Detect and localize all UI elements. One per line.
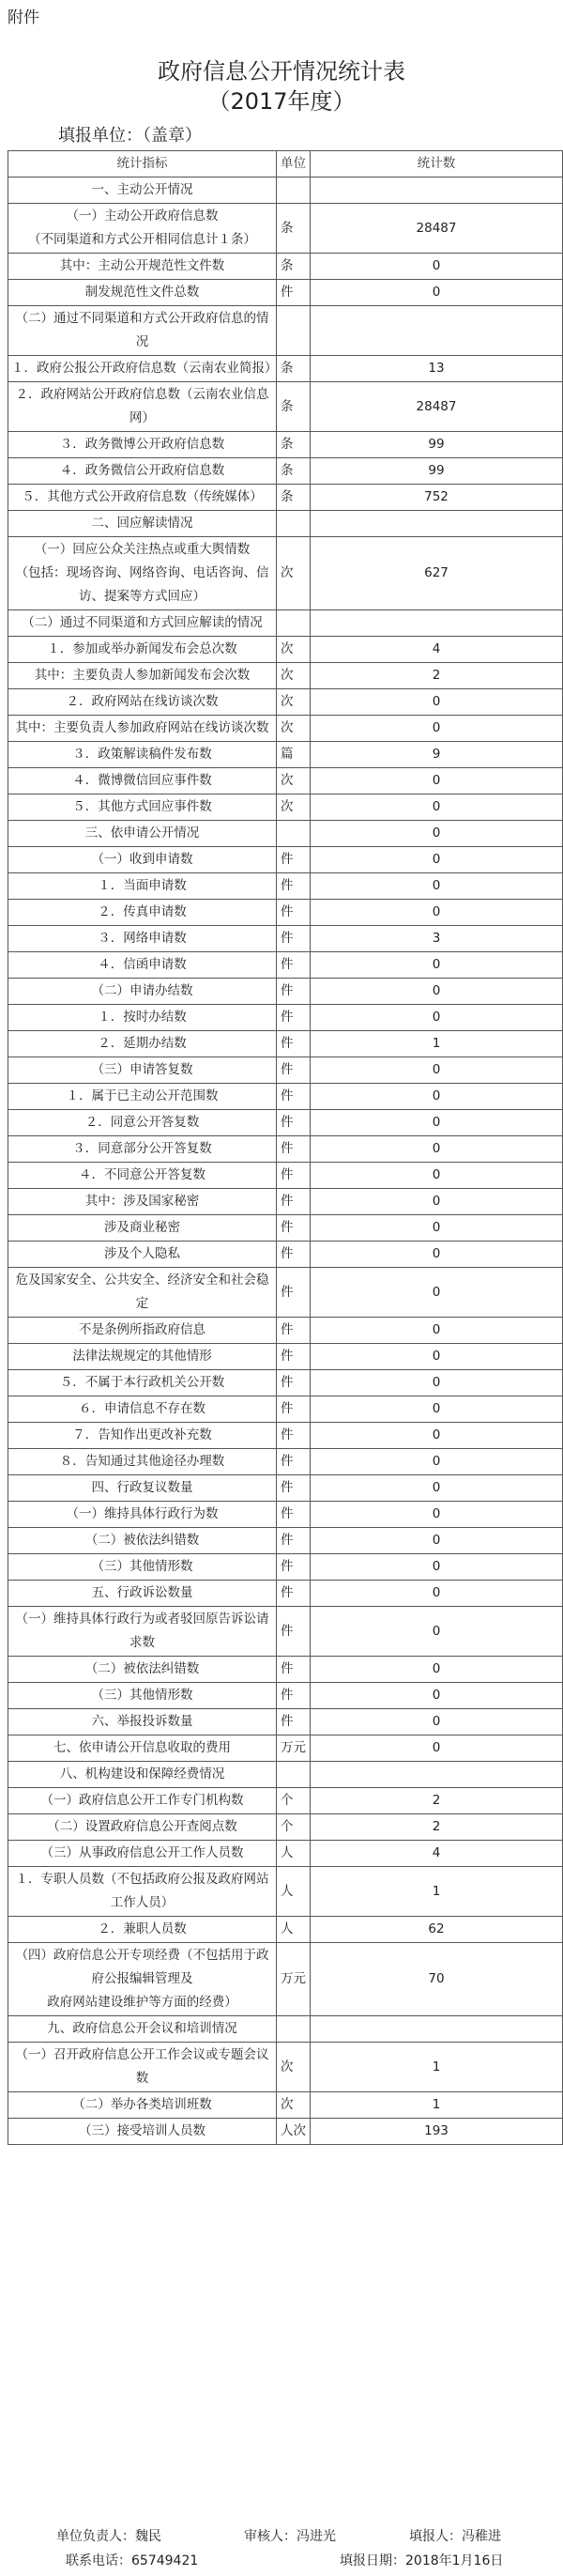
row-indicator: ２．传真申请数 <box>8 900 277 926</box>
row-count <box>311 177 563 204</box>
row-unit: 件 <box>277 900 311 926</box>
row-count <box>311 1762 563 1788</box>
row-indicator: ５．其他方式回应事件数 <box>8 794 277 821</box>
row-count: 62 <box>311 1917 563 1943</box>
table-row <box>8 2016 563 2043</box>
row-count: 0 <box>311 1163 563 1189</box>
row-count: 0 <box>311 1189 563 1215</box>
row-indicator: ３．同意部分公开答复数 <box>8 1136 277 1163</box>
row-unit: 件 <box>277 1084 311 1110</box>
row-count: 1 <box>311 1031 563 1057</box>
table-row <box>8 1396 563 1423</box>
row-unit: 条 <box>277 254 311 280</box>
row-unit: 次 <box>277 663 311 689</box>
table-row <box>8 1215 563 1242</box>
row-unit: 件 <box>277 1423 311 1449</box>
table-row <box>8 1814 563 1841</box>
footer-phone: 联系电话：65749421 <box>66 2553 199 2568</box>
row-count: 99 <box>311 432 563 458</box>
row-indicator: 其中：主要负责人参加新闻发布会次数 <box>8 663 277 689</box>
table-header-row <box>8 151 563 177</box>
row-indicator: （二）申请办结数 <box>8 979 277 1005</box>
footer-filler: 填报人：冯稚进 <box>409 2529 501 2544</box>
table-row <box>8 1084 563 1110</box>
row-unit: 条 <box>277 382 311 432</box>
row-indicator: ５．其他方式公开政府信息数（传统媒体） <box>8 485 277 511</box>
table-row <box>8 1136 563 1163</box>
table-row <box>8 1242 563 1268</box>
row-count: 0 <box>311 1581 563 1607</box>
row-unit: 件 <box>277 1449 311 1475</box>
row-unit: 件 <box>277 873 311 900</box>
table-row <box>8 306 563 356</box>
row-unit: 件 <box>277 952 311 979</box>
row-unit: 件 <box>277 1581 311 1607</box>
row-indicator: 涉及个人隐私 <box>8 1242 277 1268</box>
row-unit: 个 <box>277 1788 311 1814</box>
row-unit: 万元 <box>277 1943 311 2016</box>
row-count: 13 <box>311 356 563 382</box>
row-unit: 次 <box>277 537 311 610</box>
row-unit: 次 <box>277 2092 311 2119</box>
row-unit: 万元 <box>277 1735 311 1762</box>
row-indicator: １．政府公报公开政府信息数（云南农业简报） <box>8 356 277 382</box>
row-indicator: 涉及商业秘密 <box>8 1215 277 1242</box>
table-row <box>8 1268 563 1318</box>
table-row <box>8 2092 563 2119</box>
table-row <box>8 458 563 485</box>
row-indicator: 二、回应解读情况 <box>8 511 277 537</box>
table-row <box>8 1057 563 1084</box>
table-row <box>8 1502 563 1528</box>
row-unit: 件 <box>277 1554 311 1581</box>
row-indicator: （一）维持具体行政行为数 <box>8 1502 277 1528</box>
row-count: 0 <box>311 1318 563 1344</box>
row-indicator: ６．申请信息不存在数 <box>8 1396 277 1423</box>
table-row <box>8 1344 563 1370</box>
row-unit: 次 <box>277 2043 311 2092</box>
row-count: 9 <box>311 742 563 768</box>
row-unit <box>277 610 311 637</box>
table-row <box>8 2119 563 2145</box>
row-unit: 件 <box>277 1110 311 1136</box>
row-count: 0 <box>311 1475 563 1502</box>
row-count: 0 <box>311 1005 563 1031</box>
table-row <box>8 979 563 1005</box>
table-row <box>8 821 563 847</box>
row-unit: 件 <box>277 1215 311 1242</box>
table-row <box>8 1581 563 1607</box>
row-indicator: 一、主动公开情况 <box>8 177 277 204</box>
row-indicator: ２．延期办结数 <box>8 1031 277 1057</box>
row-indicator: 其中：涉及国家秘密 <box>8 1189 277 1215</box>
row-count: 0 <box>311 873 563 900</box>
row-unit <box>277 511 311 537</box>
footer-reviewer: 审核人：冯进光 <box>244 2529 336 2544</box>
row-count: 0 <box>311 1554 563 1581</box>
row-indicator: ２．政府网站公开政府信息数（云南农业信息网） <box>8 382 277 432</box>
table-row <box>8 1318 563 1344</box>
row-unit <box>277 306 311 356</box>
row-indicator: 三、依申请公开情况 <box>8 821 277 847</box>
table-row <box>8 742 563 768</box>
row-count <box>311 2016 563 2043</box>
row-count: 0 <box>311 1268 563 1318</box>
row-count: 0 <box>311 1110 563 1136</box>
row-indicator: （二）举办各类培训班数 <box>8 2092 277 2119</box>
row-unit: 件 <box>277 1005 311 1031</box>
row-count: 1 <box>311 2092 563 2119</box>
row-unit: 次 <box>277 716 311 742</box>
row-count: 0 <box>311 1657 563 1683</box>
row-indicator: 危及国家安全、公共安全、经济安全和社会稳定 <box>8 1268 277 1318</box>
row-unit: 件 <box>277 280 311 306</box>
table-row <box>8 1657 563 1683</box>
row-count: 0 <box>311 794 563 821</box>
row-indicator: ３．网络申请数 <box>8 926 277 952</box>
row-indicator: （一）主动公开政府信息数 （不同渠道和方式公开相同信息计１条） <box>8 204 277 254</box>
row-unit: 件 <box>277 1607 311 1657</box>
page-title: 政府信息公开情况统计表 <box>158 58 405 85</box>
row-indicator: ２．兼职人员数 <box>8 1917 277 1943</box>
row-count: 2 <box>311 1788 563 1814</box>
row-indicator: （三）接受培训人员数 <box>8 2119 277 2145</box>
table-row <box>8 485 563 511</box>
row-count: 627 <box>311 537 563 610</box>
row-unit: 件 <box>277 1657 311 1683</box>
row-count: 70 <box>311 1943 563 2016</box>
annex-label: 附件 <box>8 8 39 27</box>
row-indicator: ４．政务微信公开政府信息数 <box>8 458 277 485</box>
table-row <box>8 1370 563 1396</box>
row-indicator: ４．微博微信回应事件数 <box>8 768 277 794</box>
row-count: 0 <box>311 1607 563 1657</box>
row-count: 0 <box>311 952 563 979</box>
row-unit <box>277 177 311 204</box>
row-unit: 人 <box>277 1917 311 1943</box>
table-row <box>8 2043 563 2092</box>
row-count: 0 <box>311 280 563 306</box>
row-unit: 篇 <box>277 742 311 768</box>
row-unit: 件 <box>277 1475 311 1502</box>
table-row <box>8 204 563 254</box>
row-count: 752 <box>311 485 563 511</box>
table-row <box>8 537 563 610</box>
row-indicator: 制发规范性文件总数 <box>8 280 277 306</box>
fill-unit-label: 填报单位：（盖章） <box>58 126 202 146</box>
row-unit: 件 <box>277 979 311 1005</box>
table-row <box>8 1917 563 1943</box>
row-count: 2 <box>311 1814 563 1841</box>
row-count: 0 <box>311 1683 563 1709</box>
row-indicator: （三）从事政府信息公开工作人员数 <box>8 1841 277 1867</box>
row-indicator: 七、依申请公开信息收取的费用 <box>8 1735 277 1762</box>
footer-leader: 单位负责人：魏民 <box>56 2529 161 2544</box>
row-indicator: （一）政府信息公开工作专门机构数 <box>8 1788 277 1814</box>
table-row <box>8 1554 563 1581</box>
table-row <box>8 847 563 873</box>
row-count: 0 <box>311 1396 563 1423</box>
table-row <box>8 1189 563 1215</box>
row-count: 3 <box>311 926 563 952</box>
table-row <box>8 1528 563 1554</box>
row-indicator: ３．政策解读稿件发布数 <box>8 742 277 768</box>
row-unit: 人 <box>277 1867 311 1917</box>
row-indicator: 九、政府信息公开会议和培训情况 <box>8 2016 277 2043</box>
table-row <box>8 1709 563 1735</box>
table-row <box>8 1163 563 1189</box>
row-count: 99 <box>311 458 563 485</box>
table-row <box>8 1607 563 1657</box>
header-unit: 单位 <box>277 151 311 177</box>
row-count: 0 <box>311 1735 563 1762</box>
table-row <box>8 1031 563 1057</box>
row-indicator: （二）被依法纠错数 <box>8 1657 277 1683</box>
row-indicator: ２．同意公开答复数 <box>8 1110 277 1136</box>
table-row <box>8 637 563 663</box>
row-count: 0 <box>311 900 563 926</box>
row-unit: 件 <box>277 1242 311 1268</box>
row-unit: 件 <box>277 1344 311 1370</box>
table-row <box>8 1475 563 1502</box>
table-row <box>8 1110 563 1136</box>
table-row <box>8 280 563 306</box>
row-unit: 条 <box>277 432 311 458</box>
table-row <box>8 1005 563 1031</box>
row-indicator: 其中：主要负责人参加政府网站在线访谈次数 <box>8 716 277 742</box>
row-indicator: １．按时办结数 <box>8 1005 277 1031</box>
table-row <box>8 1683 563 1709</box>
table-row <box>8 1841 563 1867</box>
table-row <box>8 1423 563 1449</box>
row-indicator: （一）召开政府信息公开工作会议或专题会议数 <box>8 2043 277 2092</box>
row-count: 1 <box>311 1867 563 1917</box>
table-row <box>8 900 563 926</box>
row-indicator: 法律法规规定的其他情形 <box>8 1344 277 1370</box>
row-unit: 件 <box>277 1318 311 1344</box>
row-unit: 次 <box>277 768 311 794</box>
row-count: 4 <box>311 637 563 663</box>
row-indicator: １．参加或举办新闻发布会总次数 <box>8 637 277 663</box>
row-count: 0 <box>311 1344 563 1370</box>
row-unit: 条 <box>277 485 311 511</box>
row-indicator: （四）政府信息公开专项经费（不包括用于政府公报编辑管理及 政府网站建设维护等方面的经费） <box>8 1943 277 2016</box>
row-indicator: （二）被依法纠错数 <box>8 1528 277 1554</box>
row-indicator: ２．政府网站在线访谈次数 <box>8 689 277 716</box>
row-indicator: （二）设置政府信息公开查阅点数 <box>8 1814 277 1841</box>
table-row <box>8 1449 563 1475</box>
row-indicator: ５．不属于本行政机关公开数 <box>8 1370 277 1396</box>
row-indicator: 八、机构建设和保障经费情况 <box>8 1762 277 1788</box>
row-count: 0 <box>311 689 563 716</box>
row-count: 0 <box>311 1709 563 1735</box>
page-subtitle-year: （2017年度） <box>207 88 356 115</box>
row-count: 0 <box>311 716 563 742</box>
table-row <box>8 432 563 458</box>
row-indicator: 不是条例所指政府信息 <box>8 1318 277 1344</box>
table-row <box>8 1867 563 1917</box>
row-indicator: （三）其他情形数 <box>8 1683 277 1709</box>
row-unit: 件 <box>277 1189 311 1215</box>
row-count <box>311 610 563 637</box>
table-row <box>8 689 563 716</box>
row-indicator: 六、举报投诉数量 <box>8 1709 277 1735</box>
row-unit: 件 <box>277 1370 311 1396</box>
table-row <box>8 511 563 537</box>
row-unit: 件 <box>277 1683 311 1709</box>
row-unit: 件 <box>277 1057 311 1084</box>
row-indicator: 五、行政诉讼数量 <box>8 1581 277 1607</box>
row-count: 1 <box>311 2043 563 2092</box>
row-count: 0 <box>311 1242 563 1268</box>
table-row <box>8 356 563 382</box>
row-count: 28487 <box>311 204 563 254</box>
footer-date: 填报日期：2018年1月16日 <box>340 2553 504 2568</box>
row-count: 0 <box>311 768 563 794</box>
row-count: 0 <box>311 821 563 847</box>
row-indicator: （三）申请答复数 <box>8 1057 277 1084</box>
row-count: 0 <box>311 1502 563 1528</box>
row-indicator: （一）维持具体行政行为或者驳回原告诉讼请求数 <box>8 1607 277 1657</box>
row-unit: 件 <box>277 1396 311 1423</box>
table-row <box>8 794 563 821</box>
row-indicator: ３．政务微博公开政府信息数 <box>8 432 277 458</box>
row-count: 4 <box>311 1841 563 1867</box>
row-count <box>311 306 563 356</box>
row-indicator: １．当面申请数 <box>8 873 277 900</box>
row-indicator: １．专职人员数（不包括政府公报及政府网站工作人员） <box>8 1867 277 1917</box>
row-unit: 个 <box>277 1814 311 1841</box>
row-count: 28487 <box>311 382 563 432</box>
row-count: 0 <box>311 1057 563 1084</box>
row-indicator: ４．不同意公开答复数 <box>8 1163 277 1189</box>
row-unit: 件 <box>277 1268 311 1318</box>
row-count: 0 <box>311 1215 563 1242</box>
row-unit <box>277 2016 311 2043</box>
row-count: 0 <box>311 1370 563 1396</box>
table-row <box>8 952 563 979</box>
row-indicator: ４．信函申请数 <box>8 952 277 979</box>
row-unit <box>277 821 311 847</box>
row-count: 2 <box>311 663 563 689</box>
row-indicator: １．属于已主动公开范围数 <box>8 1084 277 1110</box>
row-count: 0 <box>311 1528 563 1554</box>
row-unit: 次 <box>277 637 311 663</box>
header-indicator: 统计指标 <box>8 151 277 177</box>
table-row <box>8 768 563 794</box>
row-unit: 件 <box>277 1709 311 1735</box>
row-unit <box>277 1762 311 1788</box>
statistics-table <box>8 150 563 2145</box>
row-unit: 件 <box>277 1031 311 1057</box>
row-count: 0 <box>311 1136 563 1163</box>
row-indicator: 其中：主动公开规范性文件数 <box>8 254 277 280</box>
row-indicator: 四、行政复议数量 <box>8 1475 277 1502</box>
row-unit: 条 <box>277 356 311 382</box>
row-unit: 件 <box>277 1163 311 1189</box>
table-row <box>8 177 563 204</box>
row-indicator: （一）回应公众关注热点或重大舆情数 （包括：现场咨询、网络咨询、电话咨询、信访、提案等方式回应） <box>8 537 277 610</box>
table-row <box>8 610 563 637</box>
row-unit: 人 <box>277 1841 311 1867</box>
row-unit: 人次 <box>277 2119 311 2145</box>
row-count: 0 <box>311 1423 563 1449</box>
row-unit: 件 <box>277 926 311 952</box>
row-count: 0 <box>311 847 563 873</box>
row-unit: 件 <box>277 1502 311 1528</box>
table-row <box>8 926 563 952</box>
row-count: 0 <box>311 1084 563 1110</box>
table-row <box>8 382 563 432</box>
row-indicator: （一）收到申请数 <box>8 847 277 873</box>
row-indicator: ８．告知通过其他途径办理数 <box>8 1449 277 1475</box>
table-row <box>8 1762 563 1788</box>
row-count: 0 <box>311 979 563 1005</box>
row-unit: 次 <box>277 689 311 716</box>
row-indicator: （二）通过不同渠道和方式公开政府信息的情况 <box>8 306 277 356</box>
table-row <box>8 663 563 689</box>
table-row <box>8 873 563 900</box>
row-unit: 件 <box>277 1136 311 1163</box>
table-row <box>8 1943 563 2016</box>
table-row <box>8 254 563 280</box>
row-unit: 条 <box>277 458 311 485</box>
table-row <box>8 1735 563 1762</box>
row-count <box>311 511 563 537</box>
row-unit: 条 <box>277 204 311 254</box>
row-count: 0 <box>311 254 563 280</box>
row-unit: 次 <box>277 794 311 821</box>
row-unit: 件 <box>277 1528 311 1554</box>
table-row <box>8 716 563 742</box>
row-indicator: （三）其他情形数 <box>8 1554 277 1581</box>
row-unit: 件 <box>277 847 311 873</box>
row-indicator: ７．告知作出更改补充数 <box>8 1423 277 1449</box>
row-indicator: （二）通过不同渠道和方式回应解读的情况 <box>8 610 277 637</box>
row-count: 193 <box>311 2119 563 2145</box>
header-count: 统计数 <box>311 151 563 177</box>
row-count: 0 <box>311 1449 563 1475</box>
table-row <box>8 1788 563 1814</box>
